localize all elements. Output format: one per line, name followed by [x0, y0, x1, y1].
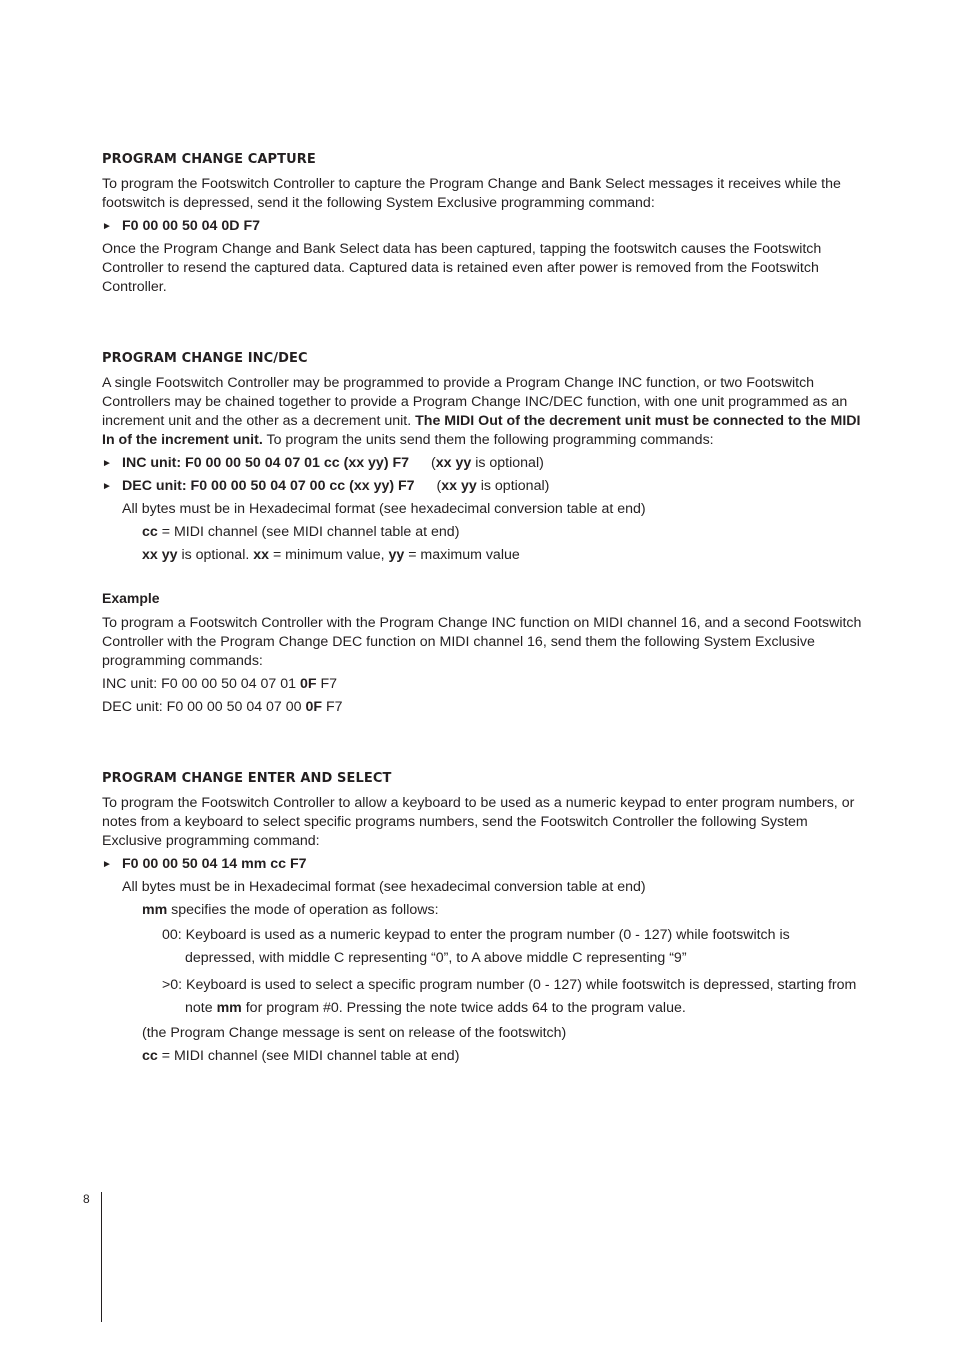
page-number: 8 [83, 1192, 90, 1206]
spacer [102, 569, 862, 589]
opt-rest: is optional) [476, 478, 550, 494]
capture-outro: Once the Program Change and Bank Select data has been captured, tapping the footswitch causes the Footswitch Controller to resend the captured data. Captured data is retained even after power is removed from the Footswitch Controller. [102, 241, 822, 295]
xxyy-label: xx yy [142, 547, 178, 563]
example-title: Example [102, 590, 160, 606]
opt-bold: xx yy [441, 478, 477, 494]
mm-label: mm [142, 902, 168, 918]
xx-desc: = minimum value, [269, 547, 389, 563]
paren: ( [436, 478, 442, 494]
yy-desc: = maximum value [404, 547, 520, 563]
bullet-triangle-icon: ► [102, 481, 112, 492]
capture-intro: To program the Footswitch Controller to capture the Program Change and Bank Select messages it receives while the footswitch is depressed, send it the following System Exclusive programming command: [102, 176, 841, 211]
release-note: (the Program Change message is sent on release of the footswitch) [142, 1025, 567, 1041]
mode-gt0-c: for program #0. Pressing the note twice adds 64 to the program value. [241, 1000, 686, 1016]
incdec-intro-bold: The MIDI Out of the decrement unit must be connected to the MIDI In of the increment unit. [102, 413, 861, 448]
dec-command-text: DEC unit: F0 00 00 50 04 07 00 cc (xx yy) F7 [122, 478, 415, 494]
xx-label: xx [253, 547, 270, 563]
opt-bold: xx yy [435, 455, 472, 471]
bullet-triangle-icon: ► [102, 458, 112, 469]
mode-gt0-line [102, 974, 862, 1020]
opt-rest: is optional) [471, 455, 544, 471]
spacer [102, 721, 862, 769]
bullet-triangle-icon: ► [102, 221, 112, 232]
ex-dec-c: F7 [322, 699, 343, 715]
mm-line [102, 901, 862, 920]
paren: ( [431, 455, 436, 471]
enter-select-command-text: F0 00 00 50 04 14 mm cc F7 [122, 856, 307, 872]
ex-dec-a: DEC unit: F0 00 00 50 04 07 00 [102, 699, 306, 715]
inc-command [102, 454, 862, 473]
enter-select-hex-note: All bytes must be in Hexadecimal format (see hexadecimal conversion table at end) [122, 879, 646, 895]
ex-inc-b: 0F [299, 676, 317, 692]
capture-command-text: F0 00 00 50 04 0D F7 [122, 218, 261, 234]
page-content [102, 150, 862, 1070]
ex-inc-c: F7 [316, 676, 338, 692]
enter-select-cc-line [102, 1047, 862, 1066]
cc-label: cc [142, 524, 158, 540]
mode-00-line: 00: Keyboard is used as a numeric keypad to enter the program number (0 - 127) while footswitch is depressed, with middle C representing “0”, to A above middle C representing “9” [162, 927, 790, 966]
incdec-xxyy-line [102, 546, 862, 565]
example-dec-line [102, 698, 862, 717]
mode-gt0-b: mm [216, 1000, 242, 1016]
incdec-cc-line [102, 523, 862, 542]
incdec-intro [102, 374, 862, 450]
example-text: To program a Footswitch Controller with the Program Change INC function on MIDI channel 16, and a second Footswitch Controller with the Program Change DEC function on MIDI channel 16, send them the following System Exclusive programming commands: [102, 615, 862, 669]
cc-label: cc [142, 1048, 158, 1064]
ex-dec-b: 0F [305, 699, 323, 715]
dec-optional-note [437, 478, 550, 494]
inc-optional-note [431, 455, 544, 471]
capture-command [102, 217, 862, 236]
enter-select-intro: To program the Footswitch Controller to allow a keyboard to be used as a numeric keypad to enter program numbers, or notes from a keyboard to select specific programs numbers, send the Footswitch Controller the following System Exclusive programming command: [102, 795, 855, 849]
section-title-enter-select: PROGRAM CHANGE ENTER AND SELECT [102, 771, 392, 786]
bullet-triangle-icon: ► [102, 859, 112, 870]
cc-desc: = MIDI channel (see MIDI channel table at end) [157, 524, 460, 540]
inc-command-text: INC unit: F0 00 00 50 04 07 01 cc (xx yy) F7 [122, 455, 410, 471]
section-title-incdec: PROGRAM CHANGE INC/DEC [102, 351, 308, 366]
incdec-hex-note: All bytes must be in Hexadecimal format (see hexadecimal conversion table at end) [122, 501, 646, 517]
enter-select-command [102, 855, 862, 874]
yy-label: yy [388, 547, 405, 563]
margin-rule [101, 1192, 102, 1322]
incdec-intro-a: A single Footswitch Controller may be programmed to provide a Program Change INC function, or two Footswitch Controllers may be chained together to provide a Program Change INC/DEC function, with one unit programmed as an increment unit and the other as a decrement unit. [102, 375, 848, 429]
example-inc-line [102, 675, 862, 694]
section-title-capture: PROGRAM CHANGE CAPTURE [102, 152, 316, 167]
mm-desc: specifies the mode of operation as follows: [167, 902, 439, 918]
incdec-intro-b: To program the units send them the following programming commands: [266, 432, 714, 448]
cc-desc: = MIDI channel (see MIDI channel table at end) [157, 1048, 460, 1064]
ex-inc-a: INC unit: F0 00 00 50 04 07 01 [102, 676, 300, 692]
spacer [102, 301, 862, 349]
mode-gt0-a: >0: Keyboard is used to select a specific program number (0 - 127) while footswitch is depressed, starting from note [162, 977, 857, 1016]
xxyy-desc: is optional. [177, 547, 254, 563]
dec-command [102, 477, 862, 496]
